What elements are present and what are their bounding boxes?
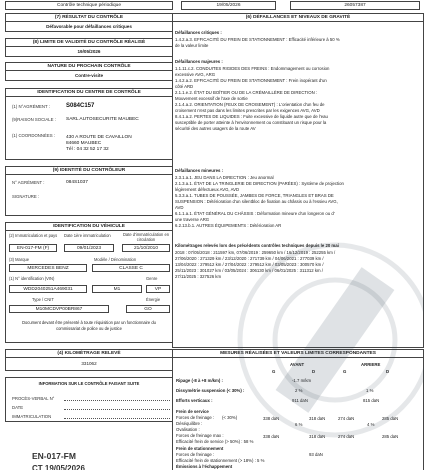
brake-force-label: Forces de freinage : — [176, 415, 215, 420]
brake-max-avg: 338 daN — [263, 434, 280, 439]
centre-address-2: 84660 MAUBEC — [66, 141, 102, 146]
critical-title: Défaillances critiques : — [175, 30, 222, 35]
minor-line-2: légèrement défectueux AVG, AVD — [175, 187, 240, 192]
arriere-header: ARRIERE — [361, 362, 381, 367]
km-history-2: 13/04/2022 : 279512 km / 27/04/2022 : 279512 km / 03/05/2023 : 300570 km / — [175, 262, 324, 267]
contre-pv-line — [64, 400, 170, 401]
brake-max-arg: 274 daN — [338, 434, 355, 439]
ripage-av: -1.7 m/km — [292, 378, 312, 383]
centre-address-1: 430 A ROUTE DE CAVAILLON — [66, 135, 132, 140]
result-box — [5, 13, 173, 32]
dissym-ar: 1 % — [366, 388, 374, 393]
next-control-value: Contre-visite — [74, 73, 104, 78]
park-force-d: 93 daN — [309, 452, 323, 457]
bottom-plate: EN-017-FM — [32, 451, 76, 461]
contre-title: INFORMATION SUR LE CONTRÔLE FAISANT SUITE — [38, 381, 140, 386]
validity-value: 19/05/2026 — [77, 49, 101, 54]
reg-value: EN-017-FM (F) — [16, 246, 50, 251]
arriere-g: G — [343, 369, 347, 374]
brake-oval-label: Ovalisation : — [176, 427, 200, 432]
centre-agreement: S084C157 — [66, 103, 95, 109]
major-line-4: 2.1.1.e.2. ÉTAT DU BOÎTIER OU DE LA CRÉMAILLÈRE DE DIRECTION : — [175, 90, 318, 95]
bottom-plate-ct: CT 19/05/2026 — [32, 464, 85, 470]
contre-date-label: DATE — [12, 405, 24, 410]
model-value: CLASSE C — [119, 266, 143, 271]
emissions-title: Émissions à l'échappement — [176, 464, 233, 469]
genre-cell — [92, 285, 142, 293]
centre-title: IDENTIFICATION DU CENTRE DE CONTRÔLE — [6, 89, 172, 97]
vin-value: WDD2040251A469031 — [23, 287, 73, 292]
validity-title: (8) LIMITE DE VALIDITÉ DU CONTRÔLE RÉALISÉ — [6, 39, 172, 47]
minor-title: Défaillances mineures : — [175, 168, 224, 173]
centre-box — [5, 88, 173, 160]
centre-tel: Tél : 04 32 52 17 32 — [66, 147, 109, 152]
km-history-0: 2018 : 07/05/2018 : 211597 km, 07/06/2019 : 259650 km / 16/12/2019 : 252255 km / — [175, 250, 336, 255]
km-history-title: Kilométrages relevés lors des précédents contrôles techniques depuis le 20 mai — [175, 243, 339, 248]
model-label: Modèle / Dénomination — [94, 257, 137, 262]
genre2-cell — [146, 285, 170, 293]
control-type: Contrôle technique périodique — [56, 3, 121, 8]
reg-label: (2) Immatriculation et pays — [9, 233, 58, 238]
pv-number: 26057387 — [344, 3, 366, 8]
vin-label: (1) N° identification (VIN) — [9, 276, 55, 281]
km-history-1: 27/06/2020 : 271329 km / 23/12/2020 : 271739 km / 04/06/2021 : 277039 km / — [175, 256, 324, 261]
control-date: 19/05/2026 — [216, 3, 241, 8]
vin-cell — [9, 285, 87, 293]
minor-line-3: 5.3.3.a.1. TUBES DE POUSSÉE, JAMBES DE FORCE, TRIANGLES ET BRAS DE — [175, 193, 334, 198]
control-date-cell — [181, 1, 276, 10]
vehicle-note: Document devant être présenté à toute réquisition par un fonctionnaire du commissariat de police ou de justice — [22, 320, 156, 331]
major-line-2: 1.4.2.a.2. EFFICACITÉ DU FREIN DE STATIONNEMENT : Frein inopérant d'un — [175, 78, 327, 83]
reg-date-value: 21/10/2010 — [133, 246, 158, 251]
minor-line-1: 2.1.3.a.1. ÉTAT DE LA TRINGLERIE DE DIRECTION (PARÉES) : Système de projection — [175, 181, 344, 186]
type-value: M10MCDVP00BR867 — [35, 307, 83, 312]
controller-box — [5, 166, 173, 216]
arriere-d: D — [386, 369, 390, 374]
avant-d: D — [312, 369, 316, 374]
brake-deseq-label: Déséquilibre : — [176, 421, 203, 426]
critical-line-1: de la valeur limite — [175, 43, 209, 48]
brake-force-arg: 274 daN — [338, 416, 355, 421]
brake-force-sub: (< 30%) — [222, 415, 238, 420]
km-history-4: 27/11/2025 : 327526 km — [175, 274, 222, 279]
pv-number-cell — [290, 1, 420, 10]
first-reg-label: Date 1ère immatriculation — [64, 233, 111, 238]
result-value: Défavorable pour défaillances critiques — [46, 24, 132, 29]
energy-label: Énergie — [146, 297, 161, 302]
km-value: 331062 — [81, 361, 97, 366]
brake-eff: Efficacité frein de service (> 50%) : 58 % — [176, 439, 254, 444]
major-line-1: excessive AVG, ARG — [175, 72, 216, 77]
reg-date-cell — [122, 244, 170, 252]
dissym-label: Dissymétrie suspension (< 30%) : — [176, 388, 245, 393]
result-title: (7) RÉSULTAT DU CONTRÔLE — [6, 14, 172, 22]
minor-line-7: une traverse ARG — [175, 217, 210, 222]
brand-value: MERCEDES BENZ — [27, 266, 69, 271]
reg-date-label: Date d'immatriculation en circulation — [122, 232, 170, 243]
next-control-box — [5, 62, 173, 81]
genre-value: M1 — [113, 287, 121, 292]
brake-deseq-ard: 4 % — [367, 422, 375, 427]
major-line-3: côté ARD — [175, 84, 194, 89]
brake-force-avd: 318 daN — [309, 416, 326, 421]
controller-agreement-label: N° AGRÉMENT : — [12, 180, 45, 185]
km-box — [5, 349, 173, 371]
minor-line-6: 6.1.1.a.1. ÉTAT GÉNÉRAL DU CHÂSSIS : Déformation mineure d'un longeron ou d' — [175, 211, 335, 216]
energy-cell — [126, 305, 170, 313]
contre-pv-label: PROCÈS-VERBAL N° — [12, 396, 55, 401]
brake-force-avg: 338 daN — [263, 416, 280, 421]
reg-cell — [9, 244, 57, 252]
minor-line-4: SUSPENSION : Détérioration d'un silentbloc de fixation au châssis ou à l'essieu AVG, — [175, 199, 338, 204]
contre-reg-line — [64, 418, 170, 419]
brake-max-label: Forces de freinage max : — [176, 433, 224, 438]
first-reg-cell — [64, 244, 114, 252]
validity-box — [5, 38, 173, 57]
efforts-ar: 815 daN — [363, 398, 380, 403]
brake-max-avd: 318 daN — [309, 434, 326, 439]
dissym-av: 2 % — [295, 388, 303, 393]
minor-line-8: 6.2.13.b.1. AUTRES ÉQUIPEMENTS : Détérioration AR — [175, 223, 282, 228]
minor-line-5: AVD — [175, 205, 184, 210]
brand-cell — [9, 264, 87, 272]
model-cell — [92, 264, 170, 272]
first-reg-value: 09/01/2023 — [76, 246, 101, 251]
km-history-3: 25/11/2023 : 301027 km / 03/05/2024 : 306130 km / 06/01/2025 : 311312 km / — [175, 268, 323, 273]
contre-box — [5, 377, 173, 422]
centre-company-label: (9)RAISON SOCIALE : — [12, 117, 56, 122]
controller-agreement: 084S1037 — [66, 180, 88, 185]
avant-g: G — [272, 369, 276, 374]
next-control-title: NATURE DU PROCHAIN CONTRÔLE — [6, 63, 172, 71]
brake-max-ard: 285 daN — [382, 434, 399, 439]
measures-title: MESURES RÉALISÉES ET VALEURS LIMITES CORRESPONDANTES — [173, 350, 423, 358]
vehicle-title: IDENTIFICATION DU VÉHICULE — [6, 223, 172, 231]
park-eff: Efficacité frein de stationnement (> 18%) : 5 % — [176, 458, 265, 463]
control-type-cell — [5, 1, 173, 10]
major-line-7: croisement n'est pas dans les limites prescrites par les exigences AVG, AVD — [175, 108, 320, 113]
major-line-9: susceptible de porter atteinte à l'environnement ou constituant un risque pour la — [175, 120, 327, 125]
minor-line-0: 2.3.1.a.1. JEU DANS LA DIRECTION : Jeu anormal — [175, 175, 274, 180]
critical-line-0: 1.4.2.a.3. EFFICACITÉ DU FREIN DE STATIONNEMENT : Efficacité inférieure à 50 % — [175, 37, 340, 42]
energy-value: GO — [144, 307, 152, 312]
major-line-10: sécurité des autres usagers de la route AV — [175, 126, 256, 131]
major-line-0: 1.1.11.c.2. CONDUITES RIGIDES DES FREINS : Endommagement ou corrosion — [175, 66, 330, 71]
type-cell — [9, 305, 109, 313]
brake-force-ard: 285 daN — [382, 416, 399, 421]
genre2-value: VP — [154, 287, 162, 292]
park-title: Frein de stationnement — [176, 446, 224, 451]
centre-agreement-label: (1) N°AGRÉMENT : — [12, 104, 50, 109]
contre-date-line — [64, 409, 170, 410]
controller-title: (9) IDENTITÉ DU CONTRÔLEUR — [6, 167, 172, 175]
brake-title: Frein de service — [176, 409, 209, 414]
brake-deseq-avd: 6 % — [295, 422, 303, 427]
avant-header: AVANT — [290, 362, 305, 367]
major-line-6: 2.1.4.a.2. ORIENTATION (FEUX DE CROISEMENT) : L'orientation d'un feu de — [175, 102, 325, 107]
brand-label: (3) Marque — [9, 257, 30, 262]
efforts-label: Efforts verticaux : — [176, 398, 213, 403]
defects-title: (6) DÉFAILLANCES ET NIVEAUX DE GRAVITÉ — [173, 14, 423, 22]
km-title: (4) KILOMÉTRAGE RELEVÉ — [6, 350, 172, 358]
park-force-label: Forces de freinage : — [176, 452, 215, 457]
contre-reg-label: IMMATRICULATION — [12, 414, 52, 419]
major-line-5: Mouvement excessif de l'axe de sortie — [175, 96, 248, 101]
type-label: Type / CNIT — [32, 297, 54, 302]
controller-signature-label: SIGNATURE : — [12, 194, 40, 199]
genre-label: Genre — [146, 276, 158, 281]
centre-company: SARL AUTOSECURITE MAUBEC — [66, 117, 139, 122]
efforts-av: 911 daN — [292, 398, 308, 403]
vehicle-box — [5, 222, 173, 343]
centre-address-label: (1) COORDONNÉES : — [12, 133, 55, 138]
major-line-8: 8.4.1.a.2. PERTES DE LIQUIDES : Fuite excessive de liquide autre que de l'eau — [175, 114, 328, 119]
major-title: Défaillances majeures : — [175, 59, 223, 64]
ripage-label: Ripage (-8 à +8 m/km) : — [176, 378, 223, 383]
